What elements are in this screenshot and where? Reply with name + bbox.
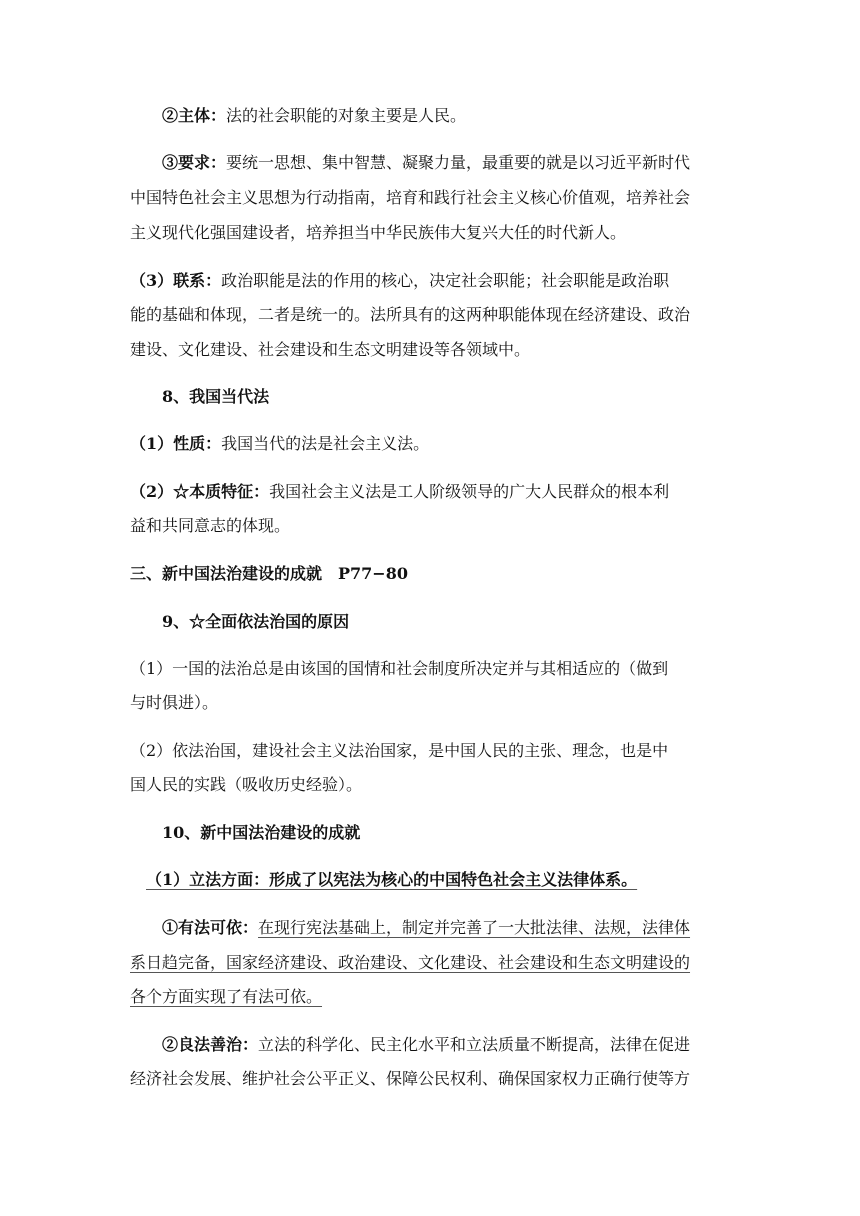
paragraph-good-law-line-2: 经济社会发展、维护社会公平正义、保障公民权利、确保国家权力正确行使等方 bbox=[130, 1069, 691, 1088]
paragraph-relation-line-2: 能的基础和体现，二者是统一的。法所具有的这两种职能体现在经济建设、政治 bbox=[130, 305, 691, 324]
paragraph-text: 政治职能是法的作用的核心，决定社会职能；社会职能是政治职 bbox=[221, 271, 670, 290]
paragraph-essence-line-1 bbox=[130, 481, 669, 503]
heading-8: 8、我国当代法 bbox=[162, 387, 270, 406]
paragraph-legislation: （1）立法方面：形成了以宪法为核心的中国特色社会主义法律体系。 bbox=[146, 870, 638, 889]
paragraph-subject bbox=[162, 105, 466, 127]
heading-10: 10、新中国法治建设的成就 bbox=[162, 823, 361, 842]
paragraph-text: 我国社会主义法是工人阶级领导的广大人民群众的根本利 bbox=[269, 482, 670, 501]
paragraph-reason-1-line-1: （1）一国的法治总是由该国的国情和社会制度所决定并与其相适应的（做到 bbox=[130, 659, 669, 678]
paragraph-nature bbox=[130, 433, 429, 455]
section-heading-3: 三、新中国法治建设的成就 P77−80 bbox=[130, 564, 408, 583]
paragraph-label: ②主体： bbox=[162, 106, 227, 125]
paragraph-label: ③要求： bbox=[162, 153, 227, 172]
paragraph-reason-2-line-2: 国人民的实践（吸收历史经验）。 bbox=[130, 775, 363, 794]
paragraph-laws-to-follow-line-2: 系日趋完备，国家经济建设、政治建设、文化建设、社会建设和生态文明建设的 bbox=[130, 953, 691, 972]
paragraph-text: 要统一思想、集中智慧、凝聚力量，最重要的就是以习近平新时代 bbox=[226, 153, 691, 172]
paragraph-requirement-line-2: 中国特色社会主义思想为行动指南，培育和践行社会主义核心价值观，培养社会 bbox=[130, 188, 691, 207]
paragraph-text: 我国当代的法是社会主义法。 bbox=[221, 434, 430, 453]
paragraph-laws-to-follow-line-3: 各个方面实现了有法可依。 bbox=[130, 987, 323, 1006]
paragraph-reason-1-line-2: 与时俱进）。 bbox=[130, 693, 219, 712]
paragraph-relation-line-1 bbox=[130, 270, 669, 292]
paragraph-laws-to-follow-line-1 bbox=[162, 917, 690, 939]
paragraph-label: ②良法善治： bbox=[162, 1035, 259, 1054]
heading-9: 9、☆全面依法治国的原因 bbox=[162, 612, 350, 631]
paragraph-good-law-line-1 bbox=[162, 1034, 690, 1056]
paragraph-label: ①有法可依： bbox=[162, 918, 259, 937]
paragraph-text: 立法的科学化、民主化水平和立法质量不断提高，法律在促进 bbox=[258, 1035, 691, 1054]
paragraph-label: （3）联系： bbox=[130, 271, 222, 290]
paragraph-label: （1）性质： bbox=[130, 434, 222, 453]
paragraph-text: 法的社会职能的对象主要是人民。 bbox=[226, 106, 467, 125]
paragraph-reason-2-line-1: （2）依法治国，建设社会主义法治国家，是中国人民的主张、理念，也是中 bbox=[130, 741, 669, 760]
paragraph-label: （2）☆本质特征： bbox=[130, 482, 270, 501]
paragraph-requirement-line-3: 主义现代化强国建设者，培养担当中华民族伟大复兴大任的时代新人。 bbox=[130, 223, 627, 242]
paragraph-essence-line-2: 益和共同意志的体现。 bbox=[130, 516, 291, 535]
paragraph-requirement-line-1 bbox=[162, 152, 690, 174]
paragraph-relation-line-3: 建设、文化建设、社会建设和生态文明建设等各领域中。 bbox=[130, 340, 531, 359]
paragraph-text: 在现行宪法基础上，制定并完善了一大批法律、法规，法律体 bbox=[258, 918, 691, 937]
